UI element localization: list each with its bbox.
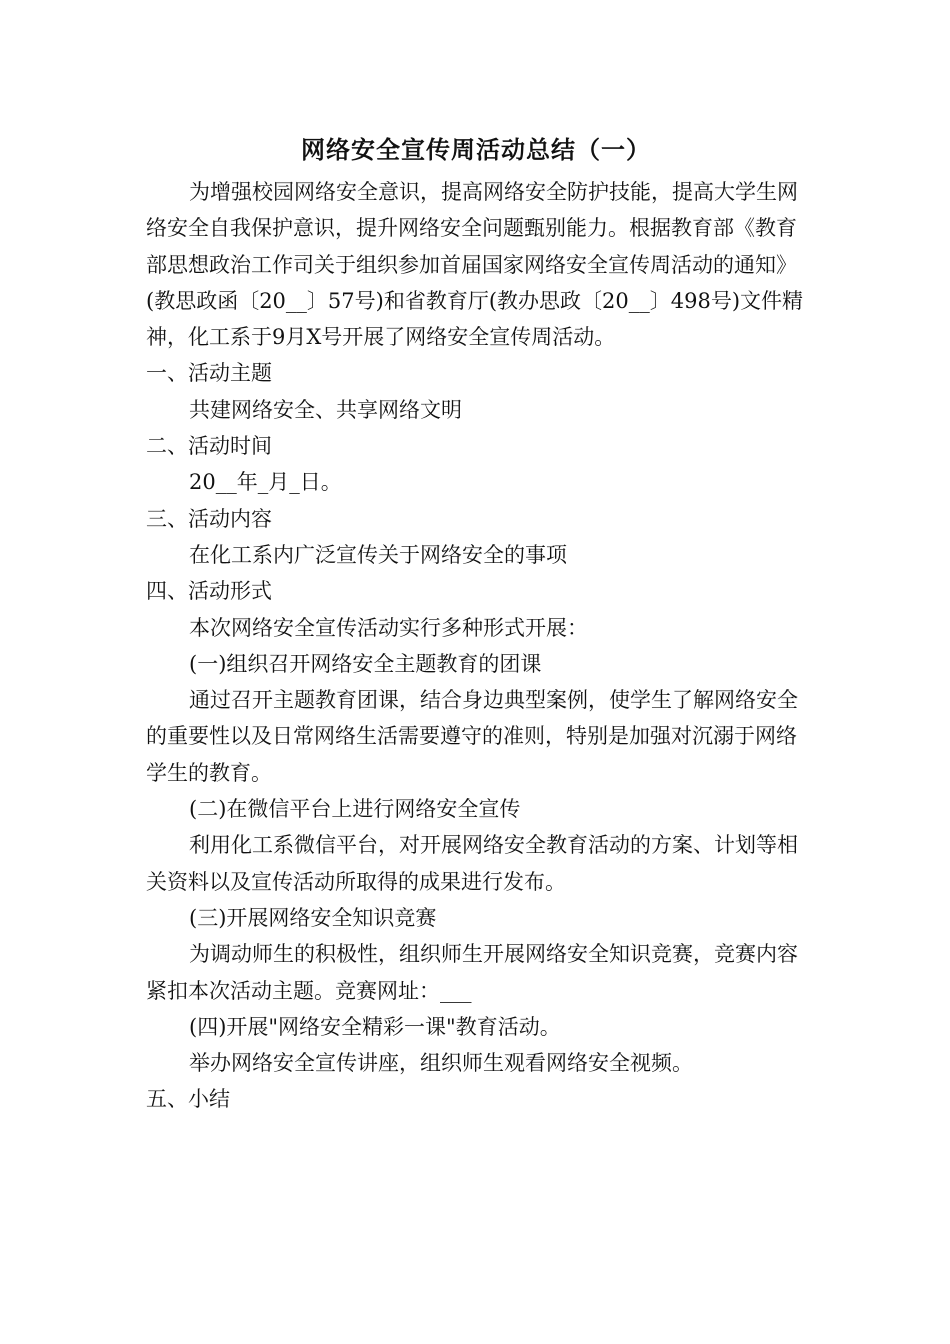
section-3-content: 在化工系内广泛宣传关于网络安全的事项: [189, 542, 567, 567]
section-2-heading: 二、活动时间: [146, 434, 272, 459]
subsection-4-body: 举办网络安全宣传讲座，组织师生观看网络安全视频。: [189, 1051, 693, 1076]
section-5-heading: 五、小结: [146, 1087, 230, 1112]
subsection-1-title: (一)组织召开网络安全主题教育的团课: [189, 651, 542, 676]
subsection-2-title: (二)在微信平台上进行网络安全宣传: [189, 797, 521, 822]
subsection-1-body: 通过召开主题教育团课，结合身边典型案例，使学生了解网络安全的重要性以及日常网络生活需要遵守的准则，特别是加强对沉溺于网络学生的教育。: [146, 688, 798, 785]
section-1-theme: 共建网络安全、共享网络文明: [189, 397, 462, 422]
subsection-2-body: 利用化工系微信平台，对开展网络安全教育活动的方案、计划等相关资料以及宣传活动所取得的成果进行发布。: [146, 833, 798, 894]
document-page: [146, 128, 806, 1118]
subsection-3-title: (三)开展网络安全知识竞赛: [189, 905, 437, 930]
section-2-date: 20__年_月_日。: [189, 470, 342, 495]
intro-paragraph: 为增强校园网络安全意识，提高网络安全防护技能，提高大学生网络安全自我保护意识，提升网络安全问题甄别能力。根据教育部《教育部思想政治工作司关于组织参加首届国家网络安全宣传周活动的通知》(教思政函〔20__〕57号)和省教育厅(教办思政〔20__〕498号)文件精神，化工系于9月X号开展了网络安全宣传周活动。: [146, 180, 804, 350]
section-1-heading: 一、活动主题: [146, 361, 272, 386]
section-4-intro: 本次网络安全宣传活动实行多种形式开展：: [189, 615, 588, 640]
section-3-heading: 三、活动内容: [146, 506, 272, 531]
document-title: 网络安全宣传周活动总结（一）: [301, 135, 651, 164]
section-4-heading: 四、活动形式: [146, 579, 272, 604]
subsection-3-body: 为调动师生的积极性，组织师生开展网络安全知识竞赛，竞赛内容紧扣本次活动主题。竞赛网址：___: [146, 942, 798, 1003]
subsection-4-title: (四)开展"网络安全精彩一课"教育活动。: [189, 1014, 561, 1039]
